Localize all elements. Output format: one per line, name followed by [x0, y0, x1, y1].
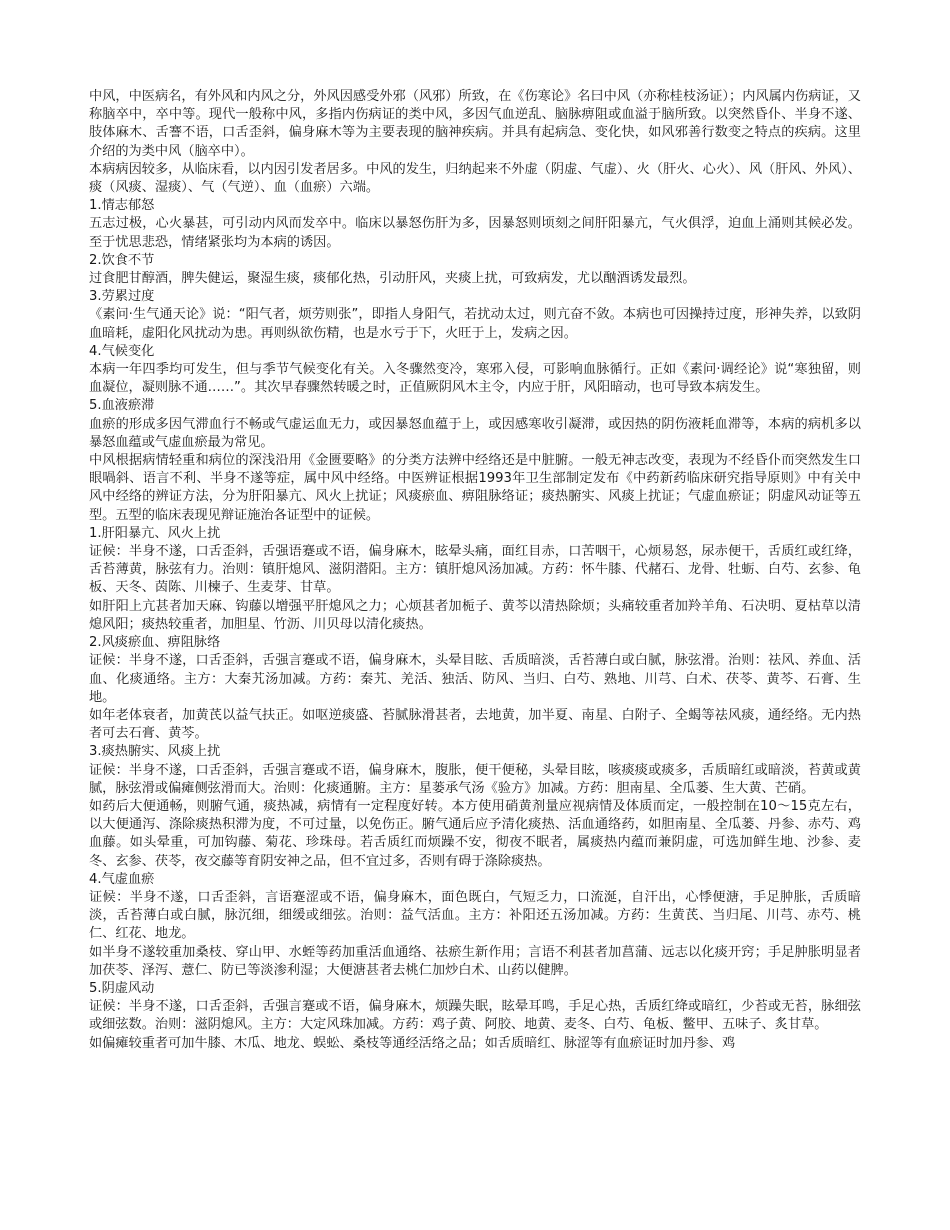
paragraph-cause-5: 血瘀的形成多因气滞血行不畅或气虚运血无力，或因暴怒血蕴于上，或因感寒收引凝滞，或因热的阴伤液耗血滞等，本病的病机多以暴怒血蕴或气虚血瘀最为常见。	[89, 416, 861, 450]
paragraph-cause-1: 五志过极，心火暴甚，可引动内风而发卒中。临床以暴怒伤肝为多，因暴怒则顷刻之间肝阳暴亢，气火俱浮，迫血上涌则其候必发。至于忧思悲恐，情绪紧张均为本病的诱因。	[89, 216, 861, 250]
paragraph-type-3-syndrome: 证候：半身不遂，口舌歪斜，舌强言蹇或不语，偏身麻木，腹胀，便干便秘，头晕目眩，咳痰痰或痰多，舌质暗红或暗淡，苔黄或黄腻，脉弦滑或偏瘫侧弦滑而大。治则：化痰通腑。主方：星蒌承气汤《验方》加减。方药：胆南星、全瓜蒌、生大黄、芒硝。	[89, 762, 861, 796]
paragraph-type-2-modification: 如年老体衰者，加黄芪以益气扶正。如呕逆痰盛、苔腻脉滑甚者，去地黄，加半夏、南星、白附子、全蝎等祛风痰，通经络。无内热者可去石膏、黄芩。	[89, 707, 861, 742]
heading-type-5: 5.阴虚风动	[89, 980, 155, 996]
heading-cause-5: 5.血液瘀滞	[89, 398, 155, 414]
paragraph-type-2-syndrome: 证候：半身不遂，口舌歪斜，舌强言蹇或不语，偏身麻木，头晕目眩、舌质暗淡，舌苔薄白或白腻，脉弦滑。治则：祛风、养血、活血、化痰通络。主方：大秦艽汤加减。方药：秦艽、羌活、独活、防风、当归、白芍、熟地、川芎、白术、茯苓、黄芩、石膏、生地。	[89, 653, 861, 705]
paragraph-classification: 中风根据病情轻重和病位的深浅沿用《金匮要略》的分类方法辨中经络还是中脏腑。一般无神志改变，表现为不经昏仆而突然发生口眼喎斜、语言不利、半身不遂等症，属中风中经络。中医辨证根据1993年卫生部制定发布《中药新药临床研究指导原则》中有关中风中经络的辨证方法，分为肝阳暴亢、风火上扰证；风痰瘀血、痹阻脉络证；痰热腑实、风痰上扰证；气虚血瘀证；阴虚风动证等五型。五型的临床表现见辩证施治各证型中的证候。	[89, 453, 861, 523]
heading-cause-1: 1.情志郁怒	[89, 198, 155, 214]
paragraph-type-4-syndrome: 证候：半身不遂，口舌歪斜，言语蹇涩或不语，偏身麻木，面色既白，气短乏力，口流涎，自汗出，心悸便溏，手足肿胀，舌质暗淡，舌苔薄白或白腻，脉沉细，细缓或细弦。治则：益气活血。主方：补阳还五汤加减。方药：生黄芪、当归尾、川芎、赤芍、桃仁、红花、地龙。	[89, 889, 861, 942]
heading-cause-4: 4.气候变化	[89, 343, 155, 359]
heading-cause-2: 2.饮食不节	[89, 252, 155, 268]
paragraph-type-4-modification: 如半身不遂较重加桑枝、穿山甲、水蛭等药加重活血通络、祛瘀生新作用；言语不利甚者加菖蒲、远志以化痰开窍；手足肿胀明显者加茯苓、泽泻、薏仁、防已等淡渗利湿；大便溏甚者去桃仁加炒白术、山药以健脾。	[89, 944, 861, 978]
paragraph-type-3-modification: 如药后大便通畅，则腑气通，痰热减，病情有一定程度好转。本方使用硝黄剂量应视病情及体质而定，一般控制在10～15克左右，以大便通泻、涤除痰热积滞为度，不可过量，以免伤正。腑气通后应予清化痰热、活血通络药，如胆南星、全瓜蒌、丹参、赤芍、鸡血藤。如头晕重，可加钩藤、菊花、珍珠母。若舌质红而烦躁不安，彻夜不眠者，属痰热内蕴而兼阴虚，可选加鲜生地、沙参、麦冬、玄参、茯苓，夜交藤等育阴安神之品，但不宜过多，否则有碍于涤除痰热。	[89, 798, 861, 869]
heading-type-2: 2.风痰瘀血、痹阻脉络	[89, 635, 221, 651]
paragraph-type-5-syndrome: 证候：半身不遂，口舌歪斜，舌强言蹇或不语，偏身麻木，烦躁失眠，眩晕耳鸣，手足心热，舌质红绛或暗红，少苔或无苔，脉细弦或细弦数。治则：滋阴熄风。主方：大定风珠加减。方药：鸡子黄、阿胶、地黄、麦冬、白芍、龟板、鳖甲、五味子、炙甘草。	[89, 999, 861, 1033]
paragraph-cause-4: 本病一年四季均可发生，但与季节气候变化有关。入冬骤然变冷，寒邪入侵，可影响血脉循行。正如《素问·调经论》说“寒独留，则血凝位，凝则脉不通……”。其次早春骤然转暖之时，正值厥阴风木主令，内应于肝，风阳暗动，也可导致本病发生。	[89, 362, 861, 396]
paragraph-cause-3: 《素问·生气通天论》说：“阳气者，烦劳则张”，即指人身阳气，若扰动太过，则亢奋不敛。本病也可因操持过度，形神失养，以致阴血暗耗，虚阳化风扰动为患。再则纵欲伤精，也是水亏于下，火旺于上，发病之因。	[89, 307, 861, 341]
paragraph-type-5-modification: 如偏瘫较重者可加牛膝、木瓜、地龙、蜈蚣、桑枝等通经活络之品；如舌质暗红、脉涩等有血瘀证时加丹参、鸡	[89, 1035, 736, 1051]
paragraph-intro: 中风，中医病名，有外风和内风之分，外风因感受外邪（风邪）所致，在《伤寒论》名曰中风（亦称桂枝汤证）；内风属内伤病证，又称脑卒中，卒中等。现代一般称中风，多指内伤病证的类中风，多因气血逆乱、脑脉痹阻或血溢于脑所致。以突然昏仆、半身不遂、肢体麻木、舌謇不语，口舌歪斜，偏身麻木等为主要表现的脑神疾病。并具有起病急、变化快，如风邪善行数变之特点的疾病。这里介绍的为类中风（脑卒中）。	[89, 89, 861, 159]
heading-type-3: 3.痰热腑实、风痰上扰	[89, 744, 221, 760]
heading-type-1: 1.肝阳暴亢、风火上扰	[89, 525, 221, 541]
paragraph-cause-2: 过食肥甘醇酒，脾失健运，聚湿生痰，痰郁化热，引动肝风，夹痰上扰，可致病发，尤以酗酒诱发最烈。	[89, 271, 696, 287]
heading-cause-3: 3.劳累过度	[89, 289, 155, 305]
heading-type-4: 4.气虚血瘀	[89, 871, 155, 887]
paragraph-etiology: 本病病因较多，从临床看，以内因引发者居多。中风的发生，归纳起来不外虚（阴虚、气虚）、火（肝火、心火）、风（肝风、外风）、痰（风痰、湿痰）、气（气逆）、血（血瘀）六端。	[89, 161, 861, 196]
document-body	[89, 88, 861, 1053]
paragraph-type-1-modification: 如肝阳上亢甚者加天麻、钩藤以增强平肝熄风之力；心烦甚者加栀子、黄芩以清热除烦；头痛较重者加羚羊角、石决明、夏枯草以清熄风阳；痰热较重者，加胆星、竹沥、川贝母以清化痰热。	[89, 598, 861, 632]
paragraph-type-1-syndrome: 证候：半身不遂，口舌歪斜，舌强语蹇或不语，偏身麻木，眩晕头痛，面红目赤，口苦咽干，心烦易怒，尿赤便干，舌质红或红绛，舌苔薄黄，脉弦有力。治则：镇肝熄风、滋阴潜阳。主方：镇肝熄风汤加减。方药：怀牛膝、代赭石、龙骨、牡蛎、白芍、玄参、龟板、天冬、茵陈、川楝子、生麦芽、甘草。	[89, 544, 861, 596]
